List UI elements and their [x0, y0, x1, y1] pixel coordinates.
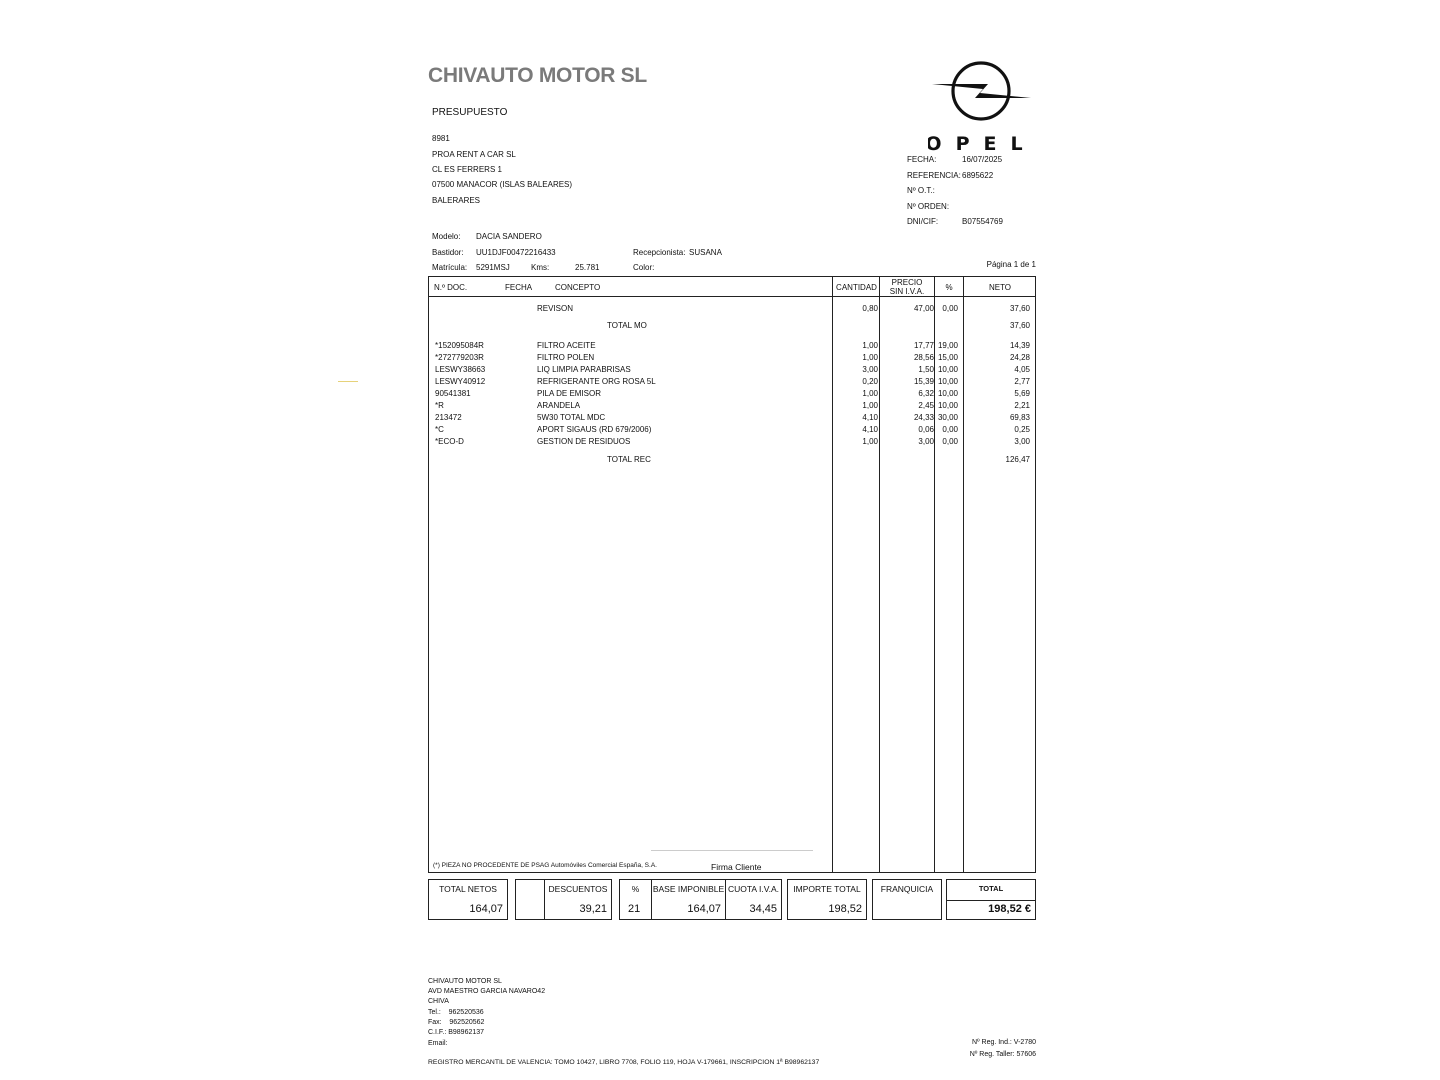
- header-precio: PRECIO: [891, 278, 923, 287]
- opel-logo: [928, 58, 1034, 154]
- cell-concept: ARANDELA: [537, 401, 581, 410]
- vat-amount-value: 34,45: [749, 903, 777, 915]
- client-name: PROA RENT A CAR SL: [432, 150, 516, 159]
- cell-qty: 4,10: [862, 413, 878, 422]
- cell-net: 2,77: [1014, 377, 1030, 386]
- total-netos-label: TOTAL NETOS: [439, 884, 497, 894]
- color-label: Color:: [633, 263, 655, 272]
- table-row: [429, 436, 1035, 448]
- cell-net: 14,39: [1009, 341, 1030, 350]
- cell-qty: 4,10: [862, 425, 878, 434]
- total-rec-row: [429, 454, 1035, 466]
- cell-concept: FILTRO ACEITE: [537, 341, 596, 350]
- cell-qty: 3,00: [862, 365, 878, 374]
- cell-concept: REVISON: [537, 304, 574, 313]
- cell-pct: 10,00: [937, 377, 958, 386]
- cell-concept: GESTION DE RESIDUOS: [537, 437, 631, 446]
- footer-fax: Fax: 962520562: [428, 1019, 485, 1026]
- table-row: [429, 388, 1035, 400]
- brand-wordmark: OPEL: [928, 133, 1034, 154]
- cell-qty: 1,00: [862, 389, 878, 398]
- discount-spacer-box: [515, 879, 545, 920]
- cell-ref: 213472: [435, 413, 462, 422]
- cell-price: 1,50: [918, 365, 934, 374]
- header-sin-iva: SIN I.V.A.: [889, 287, 925, 296]
- page-number: Página 1 de 1: [986, 260, 1036, 269]
- header-pct: %: [945, 283, 953, 292]
- fecha-label: FECHA:: [907, 155, 937, 164]
- header-fecha: FECHA: [505, 283, 533, 292]
- grand-total-label: TOTAL: [978, 884, 1004, 893]
- line-items-table: [428, 276, 1036, 873]
- reg-industrial: Nº Reg. Ind.: V-2780: [971, 1039, 1036, 1046]
- cell-concept: 5W30 TOTAL MDC: [537, 413, 606, 422]
- referencia-value: 6895622: [962, 171, 994, 180]
- cell-concept: FILTRO POLEN: [537, 353, 595, 362]
- cell-pct: 19,00: [937, 341, 958, 350]
- cell-price: 24,33: [913, 413, 934, 422]
- cell-price: 6,32: [918, 389, 934, 398]
- cell-ref: *R: [435, 401, 444, 410]
- importe-total-value: 198,52: [828, 903, 862, 915]
- ot-label: Nº O.T.:: [907, 186, 935, 195]
- table-row: [429, 412, 1035, 424]
- cell-price: 2,45: [918, 401, 934, 410]
- footer-company: CHIVAUTO MOTOR SL: [428, 978, 502, 985]
- header-ndoc: N.º DOC.: [434, 283, 468, 292]
- cell-net: 24,28: [1009, 353, 1030, 362]
- franquicia-label: FRANQUICIA: [880, 884, 934, 894]
- table-row: [429, 376, 1035, 388]
- matricula-label: Matrícula:: [432, 263, 468, 272]
- signature-line: [651, 850, 813, 851]
- reg-taller: Nº Reg. Taller: 57606: [969, 1051, 1036, 1058]
- signature-label: Firma Cliente: [711, 862, 762, 872]
- discount-value: 39,21: [579, 903, 607, 915]
- table-row: [429, 340, 1035, 352]
- table-row: [429, 424, 1035, 436]
- header-neto: NETO: [988, 283, 1012, 292]
- client-region: BALERARES: [432, 196, 481, 205]
- cell-price: 0,06: [918, 425, 934, 434]
- vat-pct-label: %: [631, 884, 640, 894]
- margin-mark: [338, 381, 358, 382]
- modelo-value: DACIA SANDERO: [476, 232, 542, 241]
- cell-ref: *152095084R: [435, 341, 484, 350]
- cell-net: 4,05: [1014, 365, 1030, 374]
- psag-footnote: (*) PIEZA NO PROCEDENTE DE PSAG Automóviles Comercial España, S.A.: [433, 862, 657, 869]
- cell-qty: 1,00: [862, 353, 878, 362]
- cell-net: 2,21: [1014, 401, 1030, 410]
- bastidor-label: Bastidor:: [432, 248, 464, 257]
- base-imponible-box: [651, 879, 726, 920]
- total-rec-label: TOTAL REC: [607, 455, 651, 464]
- dni-value: B07554769: [962, 217, 1003, 226]
- vat-amount-label: CUOTA I.V.A.: [727, 884, 780, 894]
- vat-pct-value: 21: [628, 903, 641, 915]
- cell-pct: 0,00: [942, 304, 958, 313]
- cell-concept: REFRIGERANTE ORG ROSA 5L: [537, 377, 656, 386]
- mercantile-registry: REGISTRO MERCANTIL DE VALENCIA: TOMO 10427, LIBRO 7708, FOLIO 119, HOJA V-179661, INSCRIPCION 1ª B98962137: [428, 1059, 820, 1066]
- total-mo-value: 37,60: [1009, 321, 1030, 330]
- cell-qty: 0,80: [862, 304, 878, 313]
- cell-concept: PILA DE EMISOR: [537, 389, 602, 398]
- header-concepto: CONCEPTO: [555, 283, 601, 292]
- client-city: 07500 MANACOR (ISLAS BALEARES): [432, 180, 573, 189]
- cell-pct: 10,00: [937, 401, 958, 410]
- table-row: [429, 400, 1035, 412]
- orden-label: Nº ORDEN:: [907, 202, 950, 211]
- cell-qty: 1,00: [862, 437, 878, 446]
- total-netos-box: [428, 879, 508, 920]
- franquicia-box: [872, 879, 942, 920]
- referencia-label: REFERENCIA:: [907, 171, 961, 180]
- cell-ref: LESWY38663: [435, 365, 486, 374]
- vat-amount-box: [725, 879, 782, 920]
- table-row: [429, 352, 1035, 364]
- kms-value: 25.781: [575, 263, 600, 272]
- cell-net: 3,00: [1014, 437, 1030, 446]
- opel-blitz-icon: [928, 58, 1034, 154]
- recepcionista-value: SUSANA: [689, 248, 722, 257]
- cell-price: 3,00: [918, 437, 934, 446]
- kms-label: Kms:: [531, 263, 550, 272]
- table-header-divider: [429, 296, 1035, 297]
- cell-pct: 0,00: [942, 425, 958, 434]
- cell-concept: LIQ LIMPIA PARABRISAS: [537, 365, 631, 374]
- cell-net: 37,60: [1009, 304, 1030, 313]
- discount-label: DESCUENTOS: [548, 884, 608, 894]
- bastidor-value: UU1DJF00472216433: [476, 248, 556, 257]
- cell-qty: 1,00: [862, 401, 878, 410]
- footer-address: AVD MAESTRO GARCIA NAVARO42: [428, 988, 546, 995]
- cell-qty: 1,00: [862, 341, 878, 350]
- base-imponible-label: BASE IMPONIBLE: [652, 884, 725, 894]
- header-cantidad: CANTIDAD: [836, 283, 877, 292]
- total-rec-value: 126,47: [1005, 455, 1030, 464]
- cell-ref: 90541381: [435, 389, 471, 398]
- footer-tel: Tel.: 962520536: [428, 1009, 484, 1016]
- total-netos-value: 164,07: [469, 903, 503, 915]
- client-code: 8981: [432, 134, 450, 143]
- fecha-value: 16/07/2025: [962, 155, 1003, 164]
- importe-total-label: IMPORTE TOTAL: [793, 884, 861, 894]
- grand-total-value: 198,52 €: [988, 903, 1031, 915]
- modelo-label: Modelo:: [432, 232, 461, 241]
- footer-city: CHIVA: [428, 998, 449, 1005]
- cell-net: 5,69: [1014, 389, 1030, 398]
- cell-concept: APORT SIGAUS (RD 679/2006): [537, 425, 652, 434]
- discount-box: [544, 879, 612, 920]
- table-row: [429, 303, 1035, 315]
- matricula-value: 5291MSJ: [476, 263, 510, 272]
- cell-price: 28,56: [913, 353, 934, 362]
- base-imponible-value: 164,07: [687, 903, 721, 915]
- recepcionista-label: Recepcionista:: [633, 248, 686, 257]
- cell-pct: 10,00: [937, 389, 958, 398]
- table-row: [429, 364, 1035, 376]
- total-mo-label: TOTAL MO: [607, 321, 647, 330]
- cell-pct: 0,00: [942, 437, 958, 446]
- cell-pct: 30,00: [937, 413, 958, 422]
- cell-price: 17,77: [913, 341, 934, 350]
- client-address: CL ES FERRERS 1: [432, 165, 502, 174]
- dni-label: DNI/CIF:: [907, 217, 939, 226]
- cell-ref: *ECO-D: [435, 437, 464, 446]
- cell-pct: 10,00: [937, 365, 958, 374]
- cell-ref: *272779203R: [435, 353, 484, 362]
- vat-pct-box: [619, 879, 652, 920]
- cell-ref: LESWY40912: [435, 377, 486, 386]
- document-type: PRESUPUESTO: [432, 107, 508, 118]
- cell-qty: 0,20: [862, 377, 878, 386]
- cell-net: 0,25: [1014, 425, 1030, 434]
- footer-email: Email:: [428, 1040, 448, 1047]
- grand-total-divider: [947, 900, 1035, 901]
- cell-price: 47,00: [913, 304, 934, 313]
- cell-price: 15,39: [913, 377, 934, 386]
- footer-cif: C.I.F.: B98962137: [428, 1029, 485, 1036]
- cell-ref: *C: [435, 425, 444, 434]
- grand-total-box: [946, 879, 1036, 920]
- cell-net: 69,83: [1009, 413, 1030, 422]
- total-mo-row: [429, 320, 1035, 332]
- cell-pct: 15,00: [937, 353, 958, 362]
- company-name: CHIVAUTO MOTOR SL: [428, 64, 647, 87]
- importe-total-box: [787, 879, 867, 920]
